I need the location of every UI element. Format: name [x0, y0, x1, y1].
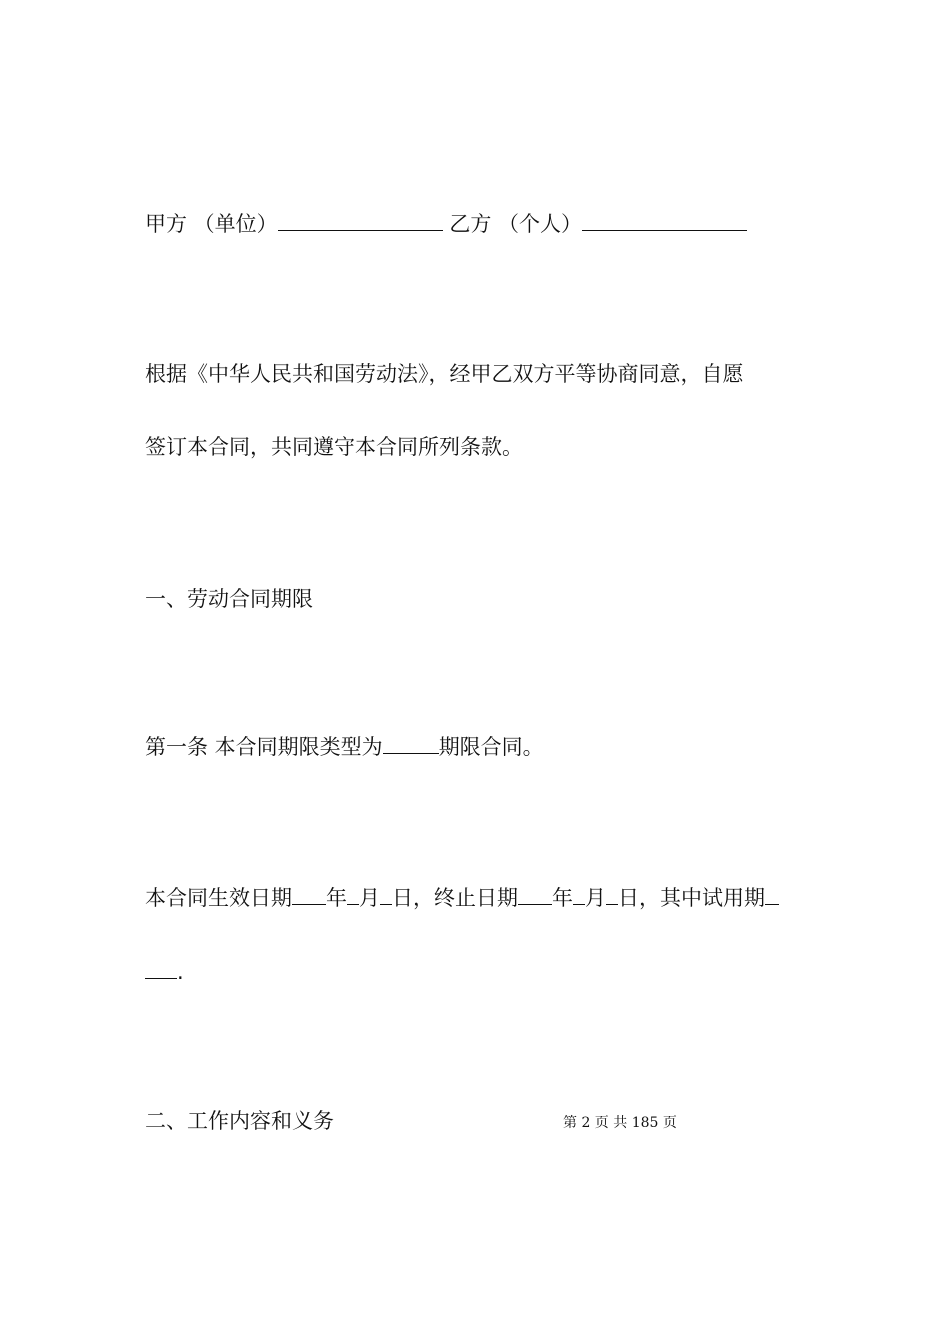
probation-blank-end [145, 958, 177, 979]
article1-prefix: 第一条 本合同期限类型为 [145, 735, 383, 759]
page-number-footer: 第 2 页 共 185 页 [563, 1115, 677, 1131]
end-year-label: 年 [552, 886, 573, 910]
end-month-label: 月 [585, 886, 606, 910]
start-date-label: 本合同生效日期 [145, 886, 292, 910]
article1-suffix: 期限合同。 [438, 735, 544, 759]
article1-line [145, 733, 544, 761]
probation-line [145, 958, 184, 986]
probation-end: . [177, 960, 184, 984]
probation-blank-start [765, 884, 779, 905]
start-year-blank [292, 884, 326, 905]
start-month-blank [347, 884, 359, 905]
date-line [145, 884, 779, 912]
party-a-label: 甲方 （单位） [145, 212, 278, 236]
section1-heading: 一、劳动合同期限 [145, 587, 313, 611]
intro-line-2: 签订本合同，共同遵守本合同所列条款。 [145, 435, 523, 459]
party-b-label: 乙方 （个人） [442, 212, 583, 236]
party-b-blank [582, 210, 747, 231]
section2-heading: 二、工作内容和义务 [145, 1109, 334, 1133]
party-line [145, 210, 747, 238]
end-month-blank [573, 884, 585, 905]
end-year-blank [518, 884, 552, 905]
start-year-label: 年 [326, 886, 347, 910]
end-day-blank [606, 884, 618, 905]
start-month-label: 月 [359, 886, 380, 910]
probation-label: 日，其中试用期 [618, 886, 765, 910]
end-date-label: 日，终止日期 [392, 886, 518, 910]
start-day-blank [380, 884, 392, 905]
intro-line-1: 根据《中华人民共和国劳动法》，经甲乙双方平等协商同意，自愿 [145, 362, 744, 386]
party-a-blank [278, 210, 443, 231]
term-type-blank [383, 733, 439, 754]
